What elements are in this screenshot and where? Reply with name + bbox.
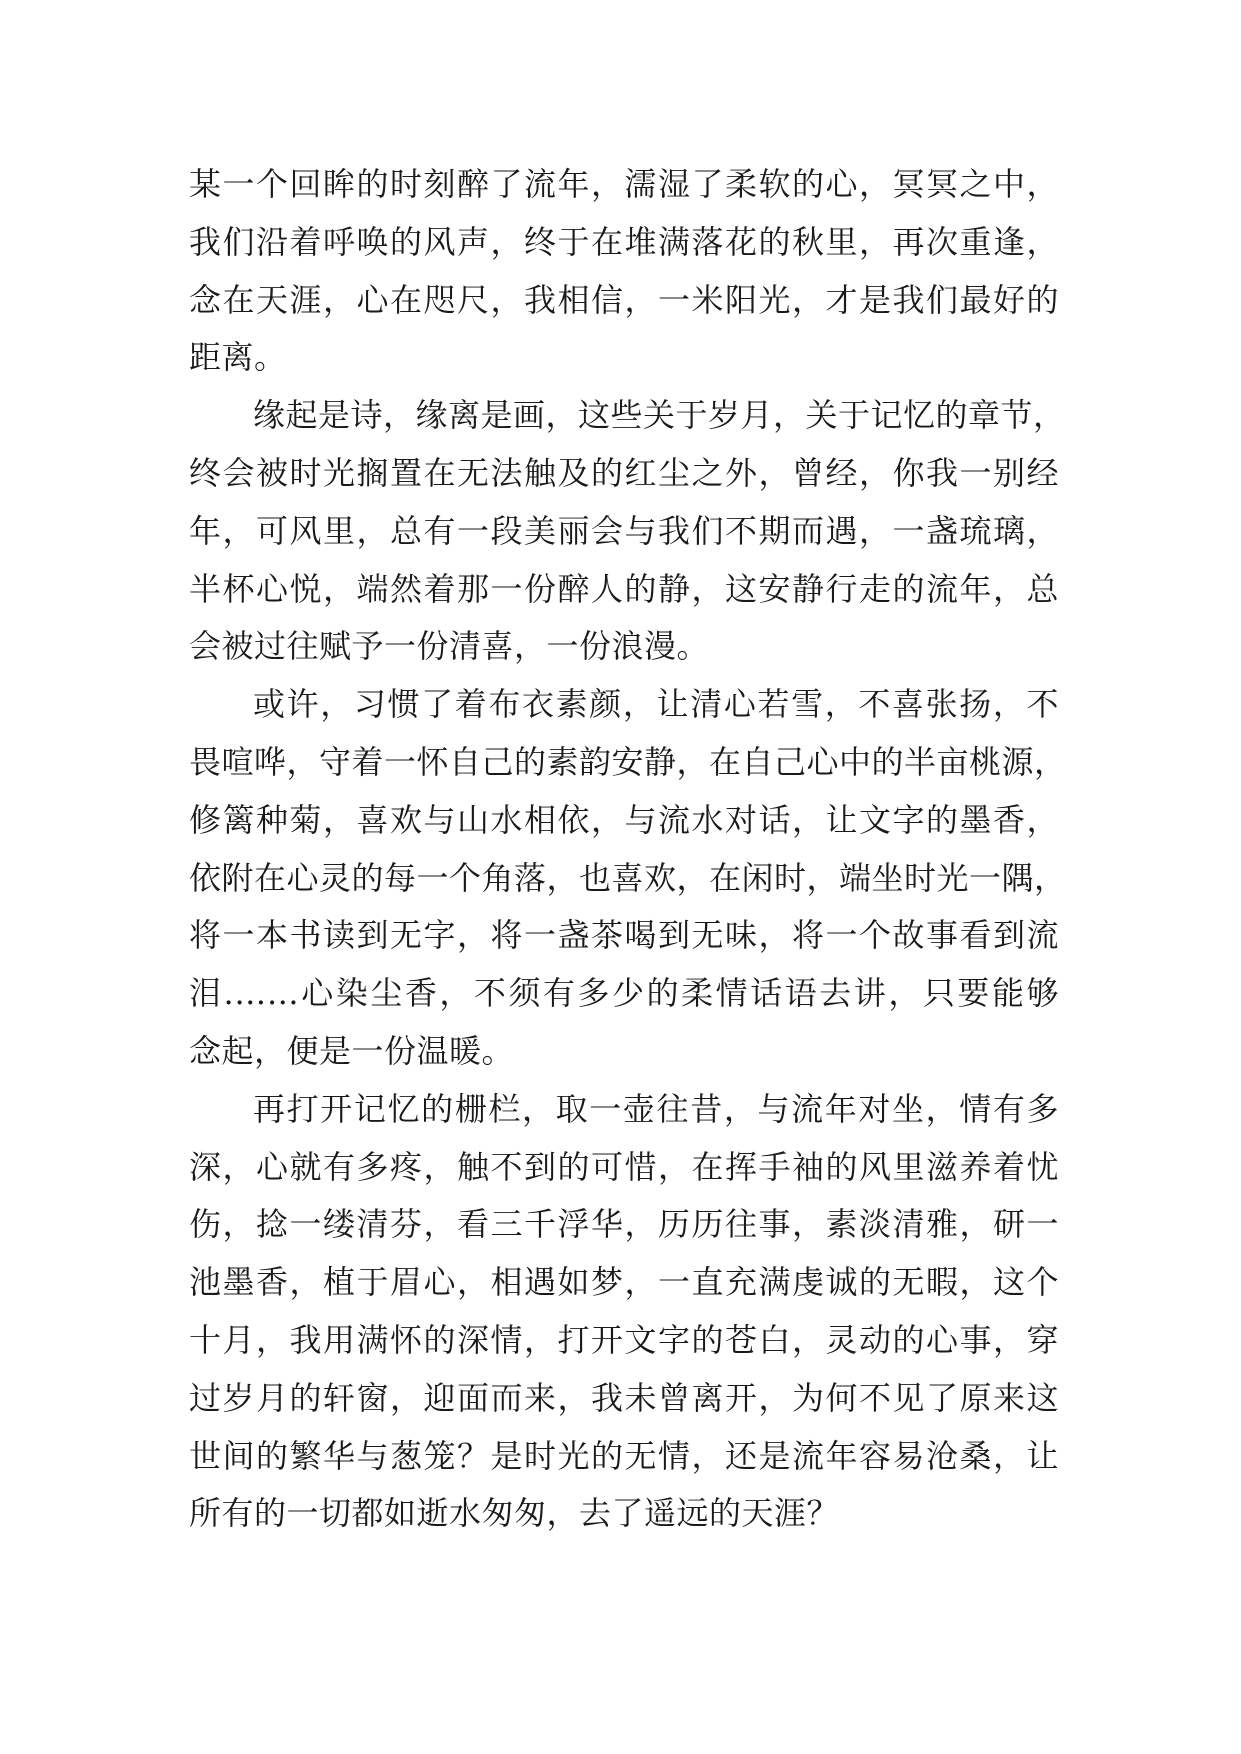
text-line: 依附在心灵的每一个角落，也喜欢，在闲时，端坐时光一隅， — [189, 858, 1067, 897]
text-line: 或许，习惯了着布衣素颜，让清心若雪，不喜张扬，不 — [253, 685, 1059, 724]
text-line: 我们沿着呼唤的风声，终于在堆满落花的秋里，再次重逢， — [189, 222, 1059, 261]
text-line: 半杯心悦，端然着那一份醉人的静，这安静行走的流年，总 — [189, 569, 1059, 608]
text-line: 距离。 — [189, 338, 287, 377]
text-line: 十月，我用满怀的深情，打开文字的苍白，灵动的心事，穿 — [189, 1320, 1059, 1359]
paragraph-1 — [189, 156, 1059, 387]
text-line: 会被过往赋予一份清喜，一份浪漫。 — [189, 627, 710, 666]
text-line: 所有的一切都如逝水匆匆，去了遥远的天涯？ — [189, 1494, 840, 1533]
text-line: 某一个回眸的时刻醉了流年，濡湿了柔软的心，冥冥之中， — [189, 165, 1059, 203]
text-line: 世间的繁华与葱笼？是时光的无情，还是流年容易沧桑，让 — [189, 1436, 1059, 1475]
text-line: 伤，捻一缕清芬，看三千浮华，历历往事，素淡清雅，研一 — [189, 1205, 1059, 1244]
text-line: 将一本书读到无字，将一盏茶喝到无味，将一个故事看到流 — [189, 916, 1059, 955]
paragraph-2 — [189, 387, 1066, 676]
text-line: 畏喧哗，守着一怀自己的素韵安静，在自己心中的半亩桃源， — [189, 742, 1067, 781]
text-line: 泪.……心染尘香，不须有多少的柔情话语去讲，只要能够 — [189, 974, 1059, 1013]
paragraph-4 — [189, 1081, 1059, 1543]
text-line: 再打开记忆的栅栏，取一壶往昔，与流年对坐，情有多 — [253, 1089, 1059, 1128]
text-line: 年，可风里，总有一段美丽会与我们不期而遇，一盏琉璃， — [189, 511, 1059, 550]
text-line: 念在天涯，心在咫尺，我相信，一米阳光，才是我们最好的 — [189, 280, 1059, 319]
text-line: 念起，便是一份温暖。 — [189, 1031, 515, 1070]
text-line: 深，心就有多疼，触不到的可惜，在挥手袖的风里滋养着忧 — [189, 1147, 1059, 1186]
paragraph-3 — [189, 676, 1067, 1081]
text-line: 池墨香，植于眉心，相遇如梦，一直充满虔诚的无暇，这个 — [189, 1263, 1059, 1302]
text-line: 修篱种菊，喜欢与山水相依，与流水对话，让文字的墨香， — [189, 800, 1059, 839]
text-line: 缘起是诗，缘离是画，这些关于岁月，关于记忆的章节， — [253, 396, 1066, 435]
essay-body — [189, 156, 1067, 1543]
text-line: 终会被时光搁置在无法触及的红尘之外，曾经，你我一别经 — [189, 453, 1059, 492]
text-line: 过岁月的轩窗，迎面而来，我未曾离开，为何不见了原来这 — [189, 1378, 1059, 1417]
